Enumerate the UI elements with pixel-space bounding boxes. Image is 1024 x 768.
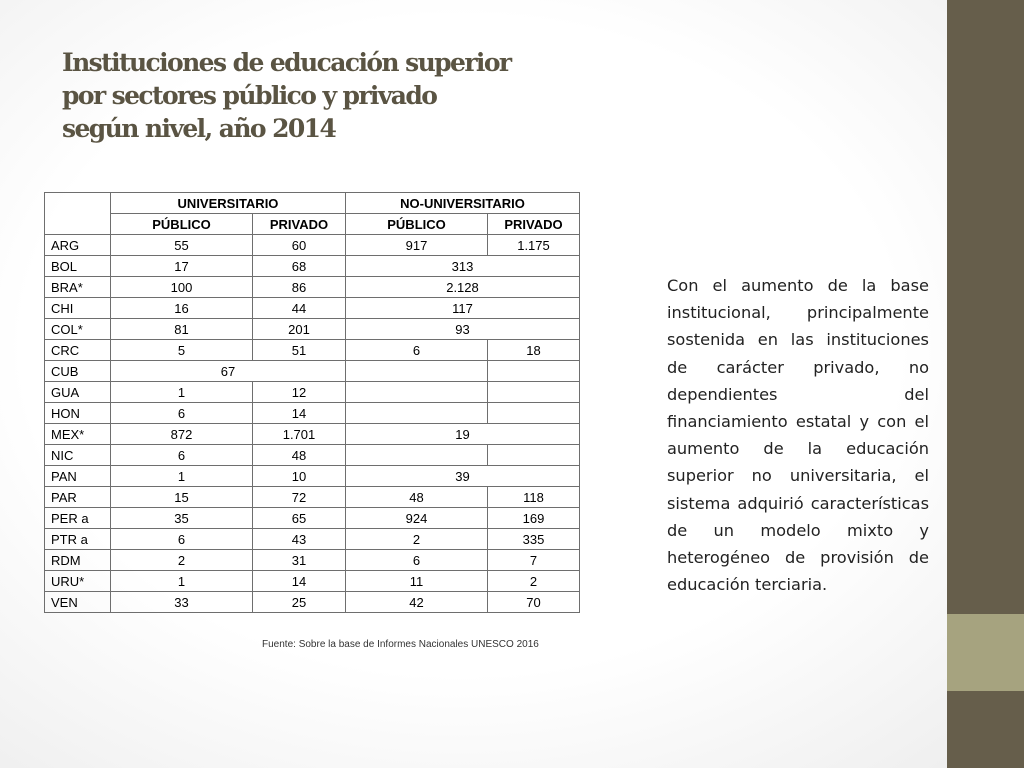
no-universitario-total-cell: 93 <box>346 319 580 340</box>
sub-header-row <box>45 214 580 235</box>
no-universitario-publico-cell <box>346 382 488 403</box>
no-universitario-privado-cell: 7 <box>488 550 580 571</box>
country-cell: PAN <box>45 466 111 487</box>
universitario-publico-cell: 17 <box>111 256 253 277</box>
source-note: Fuente: Sobre la base de Informes Nacionales UNESCO 2016 <box>262 639 539 650</box>
table-row <box>45 571 580 592</box>
universitario-privado-cell: 14 <box>253 403 346 424</box>
no-universitario-total-cell: 117 <box>346 298 580 319</box>
no-universitario-privado-cell <box>488 403 580 424</box>
country-cell: NIC <box>45 445 111 466</box>
universitario-privado-cell: 10 <box>253 466 346 487</box>
group-header-no-universitario: NO-UNIVERSITARIO <box>346 193 580 214</box>
table-row <box>45 403 580 424</box>
title-line-3: según nivel, año 2014 <box>62 114 336 143</box>
country-cell: HON <box>45 403 111 424</box>
universitario-privado-cell: 60 <box>253 235 346 256</box>
sub-header-nu-privado: PRIVADO <box>488 214 580 235</box>
table-row <box>45 424 580 445</box>
table-row <box>45 256 580 277</box>
no-universitario-privado-cell <box>488 445 580 466</box>
universitario-privado-cell: 43 <box>253 529 346 550</box>
country-cell: VEN <box>45 592 111 613</box>
universitario-privado-cell: 48 <box>253 445 346 466</box>
universitario-publico-cell: 16 <box>111 298 253 319</box>
table-row <box>45 361 580 382</box>
no-universitario-total-cell: 2.128 <box>346 277 580 298</box>
sub-header-u-privado: PRIVADO <box>253 214 346 235</box>
no-universitario-publico-cell <box>346 403 488 424</box>
no-universitario-publico-cell: 924 <box>346 508 488 529</box>
universitario-privado-cell: 72 <box>253 487 346 508</box>
slide-title <box>62 46 510 145</box>
universitario-publico-cell: 1 <box>111 382 253 403</box>
table-row <box>45 382 580 403</box>
country-cell: MEX* <box>45 424 111 445</box>
title-line-1: Instituciones de educación superior <box>62 48 511 77</box>
universitario-publico-cell: 15 <box>111 487 253 508</box>
universitario-privado-cell: 65 <box>253 508 346 529</box>
no-universitario-privado-cell: 335 <box>488 529 580 550</box>
no-universitario-publico-cell: 11 <box>346 571 488 592</box>
universitario-publico-cell: 872 <box>111 424 253 445</box>
universitario-publico-cell: 5 <box>111 340 253 361</box>
title-line-2: por sectores público y privado <box>62 81 437 110</box>
universitario-publico-cell: 1 <box>111 466 253 487</box>
table-row <box>45 340 580 361</box>
group-header-universitario: UNIVERSITARIO <box>111 193 346 214</box>
universitario-privado-cell: 12 <box>253 382 346 403</box>
country-cell: ARG <box>45 235 111 256</box>
table-row <box>45 550 580 571</box>
universitario-privado-cell: 86 <box>253 277 346 298</box>
institutions-table <box>44 192 580 613</box>
no-universitario-privado-cell: 70 <box>488 592 580 613</box>
universitario-publico-cell: 2 <box>111 550 253 571</box>
universitario-publico-cell: 35 <box>111 508 253 529</box>
no-universitario-publico-cell <box>346 361 488 382</box>
table-row <box>45 592 580 613</box>
table-row <box>45 235 580 256</box>
country-cell: URU* <box>45 571 111 592</box>
universitario-privado-cell: 31 <box>253 550 346 571</box>
country-cell: PTR a <box>45 529 111 550</box>
no-universitario-total-cell: 19 <box>346 424 580 445</box>
universitario-privado-cell: 51 <box>253 340 346 361</box>
table-row <box>45 487 580 508</box>
country-cell: CUB <box>45 361 111 382</box>
table-row <box>45 277 580 298</box>
country-cell: COL* <box>45 319 111 340</box>
table-row <box>45 445 580 466</box>
country-cell: RDM <box>45 550 111 571</box>
universitario-privado-cell: 1.701 <box>253 424 346 445</box>
table-row <box>45 319 580 340</box>
no-universitario-total-cell: 313 <box>346 256 580 277</box>
no-universitario-privado-cell: 169 <box>488 508 580 529</box>
corner-cell <box>45 193 111 235</box>
no-universitario-publico-cell: 2 <box>346 529 488 550</box>
universitario-privado-cell: 68 <box>253 256 346 277</box>
sub-header-u-publico: PÚBLICO <box>111 214 253 235</box>
universitario-publico-cell: 6 <box>111 529 253 550</box>
group-header-row <box>45 193 580 214</box>
no-universitario-publico-cell: 917 <box>346 235 488 256</box>
no-universitario-privado-cell: 118 <box>488 487 580 508</box>
no-universitario-privado-cell: 18 <box>488 340 580 361</box>
no-universitario-privado-cell: 1.175 <box>488 235 580 256</box>
body-paragraph: Con el aumento de la base institucional, principalmente sostenida en las instituciones de carácter privado, no dependientes del financiamiento estatal y con el aumento de la educación superior no universitaria, el sistema adquirió características de un modelo mixto y heterogéneo de provisión de educación terciaria. <box>667 276 929 595</box>
universitario-publico-cell: 1 <box>111 571 253 592</box>
universitario-privado-cell: 201 <box>253 319 346 340</box>
no-universitario-privado-cell <box>488 361 580 382</box>
universitario-total-cell: 67 <box>111 361 346 382</box>
country-cell: CRC <box>45 340 111 361</box>
sub-header-nu-publico: PÚBLICO <box>346 214 488 235</box>
no-universitario-publico-cell: 6 <box>346 550 488 571</box>
universitario-publico-cell: 81 <box>111 319 253 340</box>
country-cell: BOL <box>45 256 111 277</box>
universitario-privado-cell: 14 <box>253 571 346 592</box>
no-universitario-publico-cell: 48 <box>346 487 488 508</box>
table-row <box>45 466 580 487</box>
universitario-privado-cell: 25 <box>253 592 346 613</box>
universitario-publico-cell: 6 <box>111 403 253 424</box>
universitario-publico-cell: 100 <box>111 277 253 298</box>
universitario-publico-cell: 55 <box>111 235 253 256</box>
no-universitario-publico-cell <box>346 445 488 466</box>
side-accent-decoration <box>947 614 1024 691</box>
country-cell: PER a <box>45 508 111 529</box>
table-body <box>45 235 580 613</box>
universitario-publico-cell: 33 <box>111 592 253 613</box>
table-row <box>45 298 580 319</box>
country-cell: PAR <box>45 487 111 508</box>
country-cell: BRA* <box>45 277 111 298</box>
no-universitario-publico-cell: 6 <box>346 340 488 361</box>
no-universitario-privado-cell <box>488 382 580 403</box>
table-row <box>45 529 580 550</box>
country-cell: CHI <box>45 298 111 319</box>
country-cell: GUA <box>45 382 111 403</box>
table-row <box>45 508 580 529</box>
no-universitario-publico-cell: 42 <box>346 592 488 613</box>
universitario-privado-cell: 44 <box>253 298 346 319</box>
no-universitario-total-cell: 39 <box>346 466 580 487</box>
universitario-publico-cell: 6 <box>111 445 253 466</box>
no-universitario-privado-cell: 2 <box>488 571 580 592</box>
